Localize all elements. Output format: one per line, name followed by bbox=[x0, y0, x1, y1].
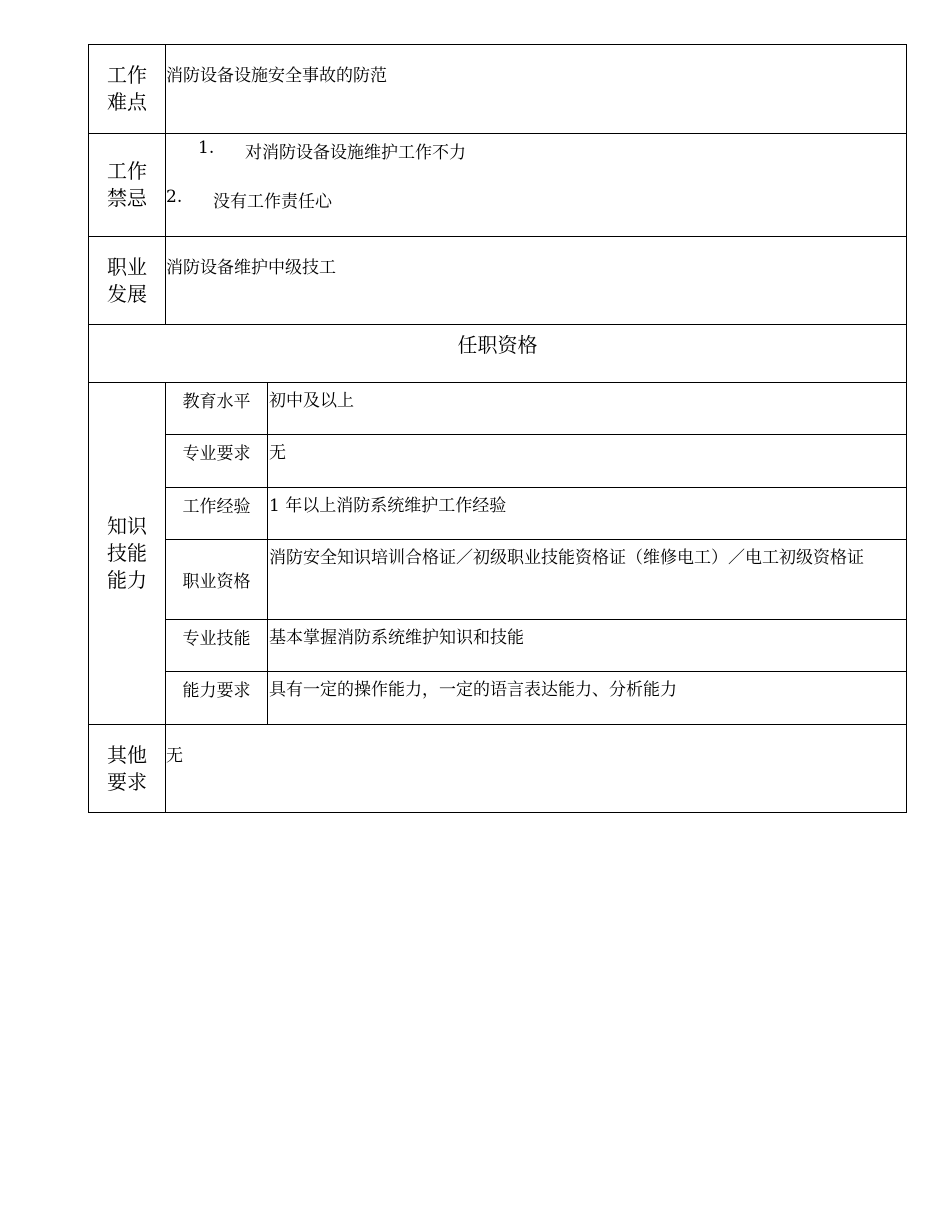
list-item-text: 没有工作责任心 bbox=[213, 192, 332, 212]
row-other-requirements bbox=[89, 725, 907, 813]
work-difficulty-value: 消防设备设施安全事故的防范 bbox=[166, 45, 907, 134]
other-requirements-value: 无 bbox=[166, 725, 907, 813]
list-item-text: 对消防设备设施维护工作不力 bbox=[245, 143, 466, 163]
qualification-title: 任职资格 bbox=[89, 325, 907, 383]
professional-qualification-value: 消防安全知识培训合格证／初级职业技能资格证（维修电工）／电工初级资格证 bbox=[268, 540, 907, 620]
table-row bbox=[89, 488, 907, 540]
work-experience-label: 工作经验 bbox=[166, 488, 268, 540]
list-item bbox=[166, 138, 906, 187]
ability-requirement-value: 具有一定的操作能力，一定的语言表达能力、分析能力 bbox=[268, 672, 907, 725]
job-description-table bbox=[88, 44, 907, 813]
list-item bbox=[166, 187, 906, 236]
major-requirement-label: 专业要求 bbox=[166, 435, 268, 488]
career-development-label: 职业 发展 bbox=[89, 237, 166, 325]
work-taboo-label: 工作 禁忌 bbox=[89, 134, 166, 237]
work-experience-value: 1 年以上消防系统维护工作经验 bbox=[268, 488, 907, 540]
other-requirements-label: 其他 要求 bbox=[89, 725, 166, 813]
table-row bbox=[89, 672, 907, 725]
table-row bbox=[89, 383, 907, 435]
row-work-difficulty bbox=[89, 45, 907, 134]
row-career-development bbox=[89, 237, 907, 325]
professional-skill-value: 基本掌握消防系统维护知识和技能 bbox=[268, 620, 907, 672]
work-taboo-list bbox=[166, 134, 907, 237]
professional-skill-label: 专业技能 bbox=[166, 620, 268, 672]
table-row bbox=[89, 435, 907, 488]
work-difficulty-label: 工作 难点 bbox=[89, 45, 166, 134]
table-row bbox=[89, 540, 907, 620]
list-item-number: 1. bbox=[198, 138, 215, 158]
career-development-value: 消防设备维护中级技工 bbox=[166, 237, 907, 325]
list-item-number: 2. bbox=[166, 187, 183, 207]
education-level-label: 教育水平 bbox=[166, 383, 268, 435]
table-row bbox=[89, 620, 907, 672]
knowledge-skills-ability-label: 知识 技能 能力 bbox=[89, 383, 166, 725]
ability-requirement-label: 能力要求 bbox=[166, 672, 268, 725]
row-qualification-header bbox=[89, 325, 907, 383]
major-requirement-value: 无 bbox=[268, 435, 907, 488]
row-work-taboo bbox=[89, 134, 907, 237]
education-level-value: 初中及以上 bbox=[268, 383, 907, 435]
professional-qualification-label: 职业资格 bbox=[166, 540, 268, 620]
